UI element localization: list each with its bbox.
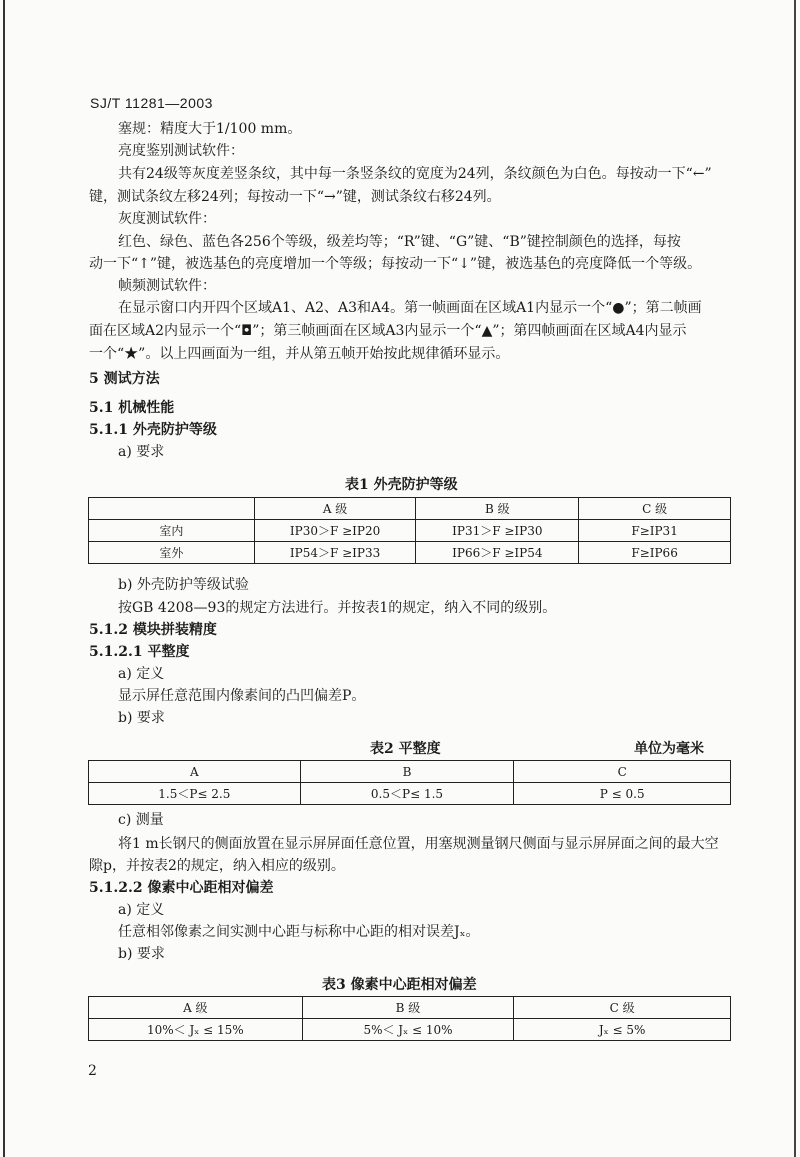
item-label: b) 要求 [118, 946, 165, 962]
text-line: 一个“★”。以上四画面为一组，并从第五帧开始按此规律循环显示。 [89, 346, 510, 362]
item-label: a) 定义 [118, 902, 165, 918]
text-line: 面在区域A2内显示一个“◘”；第三帧画面在区域A3内显示一个“▲”；第四帧画面在区域A4内显示 [89, 323, 687, 339]
text-line: 隙p，并按表2的规定，纳入相应的级别。 [89, 858, 345, 874]
section-heading-5-1-2-2: 5.1.2.2 像素中心距相对偏差 [89, 880, 274, 896]
table1-header-row [89, 498, 731, 520]
table-header-cell [89, 498, 255, 520]
text-line: 在显示窗口内开四个区域A1、A2、A3和A4。第一帧画面在区域A1内显示一个“●”；第二帧画 [118, 300, 702, 316]
section-heading-5-1-2-1: 5.1.2.1 平整度 [89, 644, 190, 660]
table-header-cell: C [514, 761, 731, 783]
table2 [88, 760, 731, 805]
table-header-cell: B 级 [302, 997, 514, 1019]
table-cell: 5%＜ Jₓ ≤ 10% [302, 1019, 514, 1041]
text-line: 显示屏任意范围内像素间的凸凹偏差P。 [118, 688, 366, 704]
table-cell: IP30＞F ≥IP20 [254, 520, 416, 542]
section-heading-5-1: 5.1 机械性能 [89, 400, 175, 416]
section-heading-5: 5 测试方法 [89, 371, 160, 387]
text-line: 亮度鉴别测试软件： [118, 143, 244, 159]
table3-caption: 表3 像素中心距相对偏差 [322, 977, 477, 993]
item-label: a) 定义 [118, 666, 165, 682]
table2-unit: 单位为毫米 [634, 741, 704, 757]
text-line: 共有24级等灰度差竖条纹，其中每一条竖条纹的宽度为24列，条纹颜色为白色。每按动一下“←” [118, 166, 712, 182]
text-line: 动一下“↑”键，被选基色的亮度增加一个等级；每按动一下“↓”键，被选基色的亮度降低一个等级。 [89, 256, 702, 272]
table-row [89, 520, 731, 542]
table-cell: F≥IP31 [579, 520, 731, 542]
table-header-cell: A 级 [89, 997, 303, 1019]
text-line: 灰度测试软件： [118, 211, 216, 227]
table3-header-row [89, 997, 731, 1019]
table2-caption: 表2 平整度 [370, 741, 441, 757]
table-cell: P ≤ 0.5 [514, 783, 731, 805]
item-label: c) 测量 [118, 812, 164, 828]
text-line: 将1 m长钢尺的侧面放置在显示屏屏面任意位置，用塞规测量钢尺侧面与显示屏屏面之间的最大空 [118, 836, 719, 852]
text-line: 键，测试条纹左移24列；每按动一下“→”键，测试条纹右移24列。 [89, 189, 501, 205]
table-header-cell: C 级 [579, 498, 731, 520]
table-cell: 0.5＜P≤ 1.5 [300, 783, 514, 805]
table-cell: IP31＞F ≥IP30 [416, 520, 579, 542]
table-row [89, 542, 731, 564]
page-number: 2 [88, 1063, 97, 1079]
table-header-cell: B [300, 761, 514, 783]
table-cell: F≥IP66 [579, 542, 731, 564]
item-label: a) 要求 [118, 444, 165, 460]
section-heading-5-1-2: 5.1.2 模块拼装精度 [89, 622, 217, 638]
section-heading-5-1-1: 5.1.1 外壳防护等级 [89, 422, 217, 438]
table-cell: 室内 [89, 520, 255, 542]
table-cell: 10%＜ Jₓ ≤ 15% [89, 1019, 303, 1041]
table-row [89, 783, 731, 805]
table1 [88, 497, 731, 564]
table-cell: Jₓ ≤ 5% [514, 1019, 731, 1041]
table-cell: 1.5＜P≤ 2.5 [89, 783, 301, 805]
item-label: b) 外壳防护等级试验 [118, 577, 249, 593]
table-header-cell: A 级 [254, 498, 416, 520]
text-line: 任意相邻像素之间实测中心距与标称中心距的相对误差Jₓ。 [118, 924, 480, 940]
text-line: 按GB 4208—93的规定方法进行。并按表1的规定，纳入不同的级别。 [118, 600, 557, 616]
item-label: b) 要求 [118, 710, 165, 726]
table3 [88, 996, 731, 1041]
table2-header-row [89, 761, 731, 783]
table-cell: IP54＞F ≥IP33 [254, 542, 416, 564]
table-header-cell: C 级 [514, 997, 731, 1019]
text-line: 帧频测试软件： [118, 278, 216, 294]
scan-right-edge [794, 0, 796, 1157]
table-row [89, 1019, 731, 1041]
table1-caption: 表1 外壳防护等级 [345, 477, 458, 493]
table-header-cell: B 级 [416, 498, 579, 520]
text-line: 塞规：精度大于1/100 mm。 [118, 121, 302, 137]
table-cell: 室外 [89, 542, 255, 564]
table-header-cell: A [89, 761, 301, 783]
table-cell: IP66＞F ≥IP54 [416, 542, 579, 564]
document-header: SJ/T 11281—2003 [90, 95, 213, 111]
text-line: 红色、绿色、蓝色各256个等级，级差均等；“R”键、“G”键、“B”键控制颜色的选择，每按 [118, 234, 681, 250]
scan-left-edge [3, 0, 5, 1157]
